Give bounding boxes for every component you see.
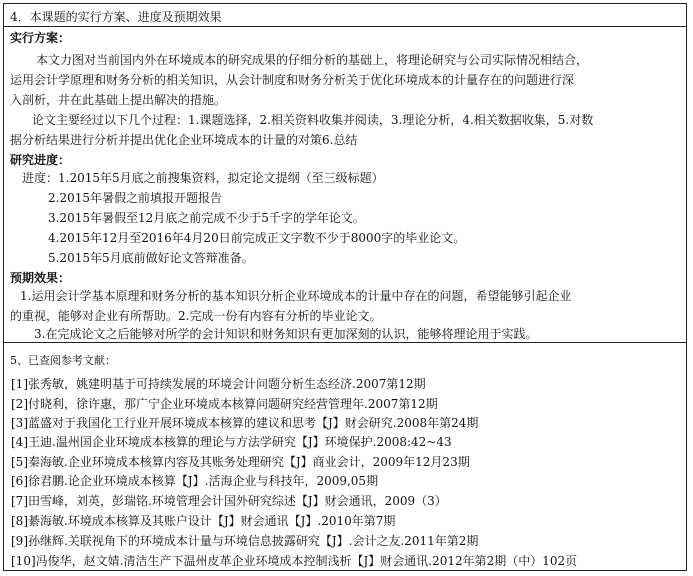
reference-item: [4]王迪.温州国企业环境成本核算的理论与方法学研究【J】环境保护.2008:42~43 bbox=[11, 435, 452, 449]
references-title: 5、已查阅参考文献： bbox=[10, 354, 116, 367]
section-4-title: 4．本课题的实行方案、进度及预期效果 bbox=[10, 10, 222, 24]
progress-line: 进度：1.2015年5月底之前搜集资料，拟定论文提纲（至三级标题） bbox=[22, 171, 384, 185]
reference-item: [9]孙继辉.关联视角下的环境成本计量与环境信息披露研究【J】.会计之友.2011年第2期 bbox=[11, 534, 479, 548]
plan-heading: 实行方案： bbox=[10, 31, 71, 45]
plan-line: 运用会计学原理和财务分析的相关知识，从会计制度和财务分析关于优化环境成本的计量存在的问题进行深 bbox=[10, 73, 575, 87]
reference-item: [1]张秀敏，姚建明基于可持续发展的环境会计问题分析生态经济.2007第12期 bbox=[11, 377, 426, 391]
plan-line: 入剖析，并在此基础上提出解决的措施。 bbox=[10, 93, 227, 107]
effect-line: 的重视，能够对企业有所帮助。2.完成一份有内容有分析的毕业论文。 bbox=[10, 309, 382, 323]
progress-line: 4.2015年12月至2016年4月20日前完成正文字数不少于8000字的毕业论文。 bbox=[48, 231, 466, 245]
section-5-body bbox=[4, 342, 686, 570]
progress-line: 2.2015年暑假之前填报开题报告 bbox=[48, 191, 222, 205]
section-4-body bbox=[4, 26, 686, 343]
process-line: 论文主要经过以下几个过程：1.课题选择，2.相关资料收集并阅读，3.理论分析，4.相关数据收集，5.对数 bbox=[32, 113, 594, 127]
progress-heading: 研究进度： bbox=[10, 153, 71, 167]
reference-item: [7]田雪峰，刘英，彭瑞铭.环境管理会计国外研究综述【J】财会通讯，2009（3） bbox=[11, 494, 447, 508]
section-4-header bbox=[4, 4, 686, 27]
effect-heading: 预期效果： bbox=[10, 271, 71, 285]
reference-item: [10]冯俊华，赵文婧.清洁生产下温州皮革企业环境成本控制浅析【J】财会通讯.2012年第2期（中）102页 bbox=[11, 554, 578, 568]
plan-line: 本文力图对当前国内外在环境成本的研究成果的仔细分析的基础上，将理论研究与公司实际情况相结合， bbox=[36, 53, 589, 67]
progress-line: 3.2015年暑假至12月底之前完成不少于5千字的学年论文。 bbox=[48, 211, 365, 225]
effect-line: 1.运用会计学基本原理和财务分析的基本知识分析企业环境成本的计量中存在的问题，希望能够引起企业 bbox=[20, 289, 572, 303]
proposal-table bbox=[3, 3, 687, 571]
reference-item: [3]蓝盛对于我国化工行业开展环境成本核算的建议和思考【J】财会研究.2008年第24期 bbox=[11, 416, 479, 430]
process-line: 据分析结果进行分析并提出优化企业环境成本的计量的对策6.总结 bbox=[10, 133, 358, 147]
progress-line: 5.2015年5月底前做好论文答辩准备。 bbox=[48, 251, 254, 265]
reference-item: [2]付晓利，徐许惠，那广宁企业环境成本核算问题研究经营管理年.2007第12期 bbox=[11, 397, 438, 411]
reference-item: [6]徐君鹏.论企业环境成本核算【J】.活海企业与科技年，2009,05期 bbox=[11, 474, 379, 488]
reference-item: [5]秦海敏.企业环境成本核算内容及其账务处理研究【J】商业会计，2009年12月23期 bbox=[11, 455, 470, 469]
effect-line: 3.在完成论文之后能够对所学的会计知识和财务知识有更加深刻的认识，能够将理论用于实践。 bbox=[34, 327, 538, 341]
reference-item: [8]綦海敏.环境成本核算及其账户设计【J】财会通讯【J】.2010年第7期 bbox=[11, 514, 396, 528]
